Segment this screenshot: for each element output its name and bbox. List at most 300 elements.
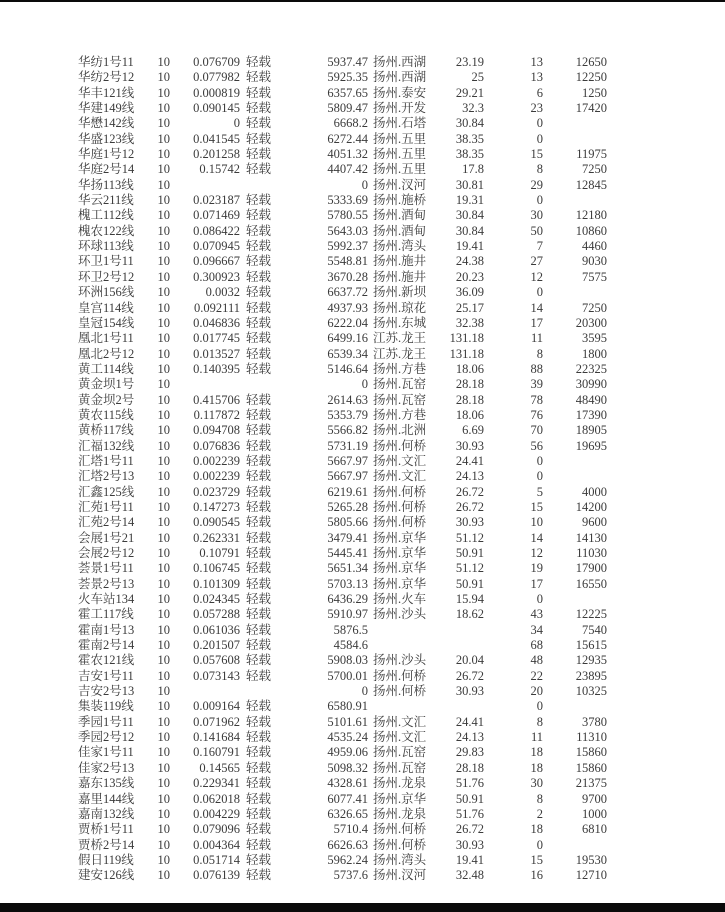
cell-name: 凰北1号11 (78, 331, 134, 346)
cell-ratio: 0.013527 (193, 346, 240, 361)
cell-value3: 14200 (575, 499, 607, 514)
cell-value1: 5445.41 (327, 546, 368, 560)
cell-value3: 21375 (575, 776, 607, 791)
cell-voltage: 10 (157, 162, 170, 177)
cell-status: 轻载 (246, 423, 272, 438)
cell-status: 轻载 (246, 55, 272, 69)
cell-status: 轻载 (246, 530, 272, 545)
cell-count: 0 (536, 193, 543, 208)
cell-name: 吉安1号11 (78, 668, 134, 683)
cell-value1: 5101.61 (327, 714, 368, 729)
cell-location: 扬州.五里 (373, 162, 427, 177)
cell-count: 10 (530, 515, 543, 530)
cell-value1: 5700.01 (327, 668, 368, 683)
cell-count: 70 (530, 423, 543, 438)
cell-count: 78 (530, 392, 543, 407)
cell-value3: 18905 (575, 423, 607, 438)
cell-voltage: 10 (157, 546, 170, 560)
cell-voltage: 10 (157, 852, 170, 867)
cell-value1: 4937.93 (327, 300, 368, 315)
cell-voltage: 10 (157, 484, 170, 499)
cell-name: 凰北2号12 (78, 346, 135, 361)
cell-value2: 19.41 (455, 239, 484, 254)
cell-value1: 5925.35 (327, 70, 368, 85)
cell-status: 轻载 (246, 331, 272, 346)
cell-name: 华懋142线 (78, 116, 135, 131)
cell-value2: 32.48 (455, 868, 484, 883)
cell-value3: 17390 (575, 407, 607, 422)
cell-status: 轻载 (246, 806, 272, 821)
page-top-border (0, 0, 725, 2)
cell-value1: 5566.82 (327, 423, 368, 438)
cell-name: 黄桥117线 (78, 423, 134, 438)
cell-location: 扬州.何桥 (373, 668, 427, 683)
table-row (78, 147, 607, 162)
cell-ratio: 0.076139 (193, 868, 240, 883)
cell-value2: 32.3 (462, 101, 484, 116)
table-row (78, 301, 607, 316)
cell-status: 轻载 (246, 162, 272, 177)
cell-count: 8 (536, 162, 543, 177)
cell-status: 轻载 (246, 745, 272, 760)
cell-location: 扬州.施井 (373, 269, 427, 284)
cell-status: 轻载 (246, 269, 272, 284)
cell-voltage: 10 (157, 193, 170, 208)
cell-voltage: 10 (157, 453, 170, 468)
cell-status: 轻载 (246, 638, 272, 653)
cell-ratio: 0.046836 (193, 315, 240, 330)
cell-value2: 32.38 (455, 315, 484, 330)
cell-voltage: 10 (157, 131, 170, 146)
cell-value3: 17900 (575, 561, 607, 576)
cell-location: 扬州.瓦窑 (373, 760, 427, 775)
cell-status: 轻载 (246, 484, 272, 499)
cell-value3: 9600 (582, 515, 607, 530)
cell-value3: 7575 (582, 269, 607, 284)
cell-voltage: 10 (157, 315, 170, 330)
cell-value3 (543, 454, 607, 469)
cell-location: 扬州.酒甸 (373, 223, 427, 238)
cell-name: 黄金坝2号 (78, 392, 135, 407)
cell-value1: 5710.4 (333, 822, 368, 837)
cell-location: 扬州.石塔 (373, 116, 427, 131)
cell-voltage: 10 (157, 868, 170, 883)
cell-name: 会展1号21 (78, 530, 135, 545)
table-row (78, 730, 607, 745)
cell-value1: 6580.91 (327, 699, 368, 714)
cell-ratio: 0.415706 (193, 392, 240, 407)
cell-name: 嘉东135线 (78, 776, 135, 791)
cell-value1: 6436.29 (327, 592, 368, 607)
cell-location: 扬州.何桥 (373, 499, 427, 514)
cell-ratio: 0.023729 (193, 484, 240, 499)
cell-location: 扬州.京华 (373, 576, 427, 591)
table-row (78, 745, 607, 760)
table-row (78, 807, 607, 822)
cell-status: 轻载 (246, 285, 272, 300)
cell-value1: 5876.5 (333, 622, 368, 637)
cell-status: 轻载 (246, 101, 272, 116)
cell-count: 5 (536, 484, 543, 499)
table-row (78, 684, 607, 699)
cell-voltage: 10 (157, 607, 170, 622)
cell-count: 0 (536, 131, 543, 146)
cell-count: 43 (530, 607, 543, 622)
cell-ratio: 0.140395 (193, 361, 240, 376)
cell-count: 48 (530, 653, 543, 668)
cell-status (240, 178, 276, 193)
cell-value2: 38.35 (455, 131, 484, 146)
cell-voltage: 10 (157, 285, 170, 300)
cell-location: 扬州.火车 (373, 592, 427, 607)
cell-location: 扬州.东城 (373, 315, 427, 330)
cell-value3 (543, 838, 607, 853)
cell-status: 轻载 (246, 147, 272, 162)
cell-value3: 19530 (575, 852, 607, 867)
cell-value1: 5098.32 (327, 760, 368, 775)
cell-location: 扬州.湾头 (373, 239, 427, 254)
cell-status: 轻载 (246, 852, 272, 867)
cell-location: 扬州.方巷 (373, 361, 427, 376)
cell-value1: 6637.72 (327, 285, 368, 300)
cell-name: 华扬113线 (78, 177, 134, 192)
cell-count: 23 (530, 101, 543, 116)
cell-name: 华纺2号12 (78, 70, 135, 85)
cell-value2: 51.12 (455, 561, 484, 576)
cell-ratio: 0.004364 (193, 837, 240, 852)
cell-value2: 20.23 (455, 269, 484, 284)
table-row (78, 331, 607, 346)
cell-value2: 17.8 (462, 162, 484, 177)
cell-name: 汇苑1号11 (78, 499, 134, 514)
cell-location (368, 623, 443, 638)
feeder-data-table (78, 55, 607, 884)
cell-count: 11 (530, 730, 543, 745)
table-row (78, 623, 607, 638)
cell-location: 扬州.龙泉 (373, 776, 427, 791)
cell-value1: 5146.64 (327, 361, 368, 376)
cell-value1: 4535.24 (327, 730, 368, 745)
cell-name: 环球113线 (78, 239, 134, 254)
cell-status: 轻载 (246, 653, 272, 668)
cell-name: 会展2号12 (78, 546, 135, 560)
cell-name: 槐农122线 (78, 223, 135, 238)
table-row (78, 715, 607, 730)
cell-location: 扬州.文汇 (373, 714, 427, 729)
cell-status: 轻载 (246, 561, 272, 576)
cell-count: 34 (530, 622, 543, 637)
cell-name: 火车站134 (78, 592, 135, 607)
cell-location: 扬州.汊河 (373, 177, 427, 192)
cell-value2: 24.41 (455, 453, 484, 468)
cell-voltage: 10 (157, 668, 170, 683)
cell-ratio: 0.117872 (193, 407, 240, 422)
cell-value1: 0 (361, 377, 368, 392)
cell-voltage: 10 (157, 469, 170, 484)
cell-voltage: 10 (157, 576, 170, 591)
cell-value1: 6499.16 (327, 331, 368, 346)
cell-value3: 1800 (582, 346, 607, 361)
cell-location: 扬州.何桥 (373, 837, 427, 852)
cell-value2: 28.18 (455, 760, 484, 775)
cell-name: 环洲156线 (78, 285, 135, 300)
cell-location: 扬州.京华 (373, 546, 427, 560)
cell-value2: 30.93 (455, 515, 484, 530)
cell-value1: 6326.65 (327, 806, 368, 821)
cell-location: 扬州.开发 (373, 101, 427, 116)
cell-count: 0 (536, 453, 543, 468)
cell-value1: 4407.42 (327, 162, 368, 177)
cell-location: 扬州.泰安 (373, 85, 427, 100)
cell-name: 吉安2号13 (78, 684, 135, 699)
cell-name: 荟景2号13 (78, 576, 135, 591)
cell-location: 扬州.何桥 (373, 438, 427, 453)
cell-value1: 3670.28 (327, 269, 368, 284)
cell-status: 轻载 (246, 223, 272, 238)
cell-status: 轻载 (246, 622, 272, 637)
cell-voltage: 10 (157, 638, 170, 653)
table-row (78, 423, 607, 438)
cell-voltage: 10 (157, 515, 170, 530)
cell-count: 8 (536, 714, 543, 729)
cell-status: 轻载 (246, 300, 272, 315)
cell-count: 7 (536, 239, 543, 254)
cell-count: 29 (530, 177, 543, 192)
cell-value1: 5667.97 (327, 469, 368, 484)
cell-status: 轻载 (246, 85, 272, 100)
cell-value2: 19.31 (455, 193, 484, 208)
cell-location: 扬州.何桥 (373, 515, 427, 530)
cell-value2: 51.76 (455, 776, 484, 791)
cell-status: 轻载 (246, 791, 272, 806)
cell-voltage: 10 (157, 269, 170, 284)
cell-value2: 26.72 (455, 484, 484, 499)
cell-name: 槐工112线 (78, 208, 134, 223)
cell-value2: 6.69 (462, 423, 484, 438)
cell-name: 华纺1号11 (78, 55, 134, 69)
cell-name: 华丰121线 (78, 85, 135, 100)
cell-name: 嘉里144线 (78, 791, 135, 806)
cell-value3: 7250 (582, 162, 607, 177)
cell-status: 轻载 (246, 576, 272, 591)
cell-voltage: 10 (157, 85, 170, 100)
cell-ratio: 0.086422 (193, 223, 240, 238)
cell-voltage: 10 (157, 530, 170, 545)
cell-value2 (443, 699, 484, 714)
cell-value1: 5937.47 (327, 55, 368, 69)
cell-value2: 50.91 (455, 576, 484, 591)
cell-value1: 5643.03 (327, 223, 368, 238)
table-row (78, 761, 607, 776)
cell-location: 扬州.何桥 (373, 822, 427, 837)
cell-voltage: 10 (157, 55, 170, 69)
cell-ratio: 0.096667 (193, 254, 240, 269)
table-row (78, 792, 607, 807)
cell-count: 27 (530, 254, 543, 269)
cell-ratio: 0.147273 (193, 499, 240, 514)
cell-voltage: 10 (157, 346, 170, 361)
cell-value3: 7540 (582, 622, 607, 637)
cell-value3: 1250 (582, 85, 607, 100)
cell-location: 扬州.何桥 (373, 484, 427, 499)
cell-value1: 5548.81 (327, 254, 368, 269)
cell-location: 扬州.沙头 (373, 607, 427, 622)
cell-location: 扬州.瓦窑 (373, 745, 427, 760)
cell-value1: 5353.79 (327, 407, 368, 422)
table-row (78, 853, 607, 868)
cell-value3: 20300 (575, 315, 607, 330)
table-row (78, 577, 607, 592)
cell-count: 15 (530, 852, 543, 867)
cell-value3: 11310 (576, 730, 607, 745)
cell-status: 轻载 (246, 837, 272, 852)
cell-value2: 24.41 (455, 714, 484, 729)
cell-value2: 24.13 (455, 469, 484, 484)
cell-name: 华庭2号14 (78, 162, 135, 177)
cell-value1: 0 (361, 177, 368, 192)
cell-status: 轻载 (246, 546, 272, 560)
cell-location: 扬州.文汇 (373, 453, 427, 468)
cell-ratio: 0.106745 (193, 561, 240, 576)
cell-name: 霍农121线 (78, 653, 135, 668)
cell-status: 轻载 (246, 116, 272, 131)
cell-ratio: 0.14565 (199, 760, 240, 775)
cell-status: 轻载 (246, 868, 272, 883)
cell-count: 14 (530, 530, 543, 545)
cell-count: 18 (530, 745, 543, 760)
cell-value2: 18.06 (455, 361, 484, 376)
cell-value3: 10325 (575, 684, 607, 699)
cell-count: 68 (530, 638, 543, 653)
cell-voltage: 10 (157, 745, 170, 760)
cell-value3: 9700 (582, 791, 607, 806)
cell-status (240, 377, 276, 392)
cell-ratio (170, 178, 240, 193)
cell-voltage: 10 (157, 561, 170, 576)
cell-count: 56 (530, 438, 543, 453)
cell-count: 12 (530, 269, 543, 284)
cell-voltage: 10 (157, 714, 170, 729)
cell-ratio: 0 (233, 116, 240, 131)
cell-count: 30 (530, 208, 543, 223)
cell-count: 13 (530, 55, 543, 69)
cell-value1: 4051.32 (327, 147, 368, 162)
table-row (78, 55, 607, 70)
cell-value3 (543, 469, 607, 484)
cell-ratio: 0.070945 (193, 239, 240, 254)
table-row (78, 500, 607, 515)
table-row (78, 270, 607, 285)
cell-location (368, 699, 443, 714)
table-row (78, 132, 607, 147)
cell-name: 霍南2号14 (78, 638, 135, 653)
cell-location: 扬州.京华 (373, 561, 427, 576)
cell-location: 扬州.酒甸 (373, 208, 427, 223)
cell-value3: 12935 (575, 653, 607, 668)
cell-value3: 15860 (575, 745, 607, 760)
cell-value2: 26.72 (455, 822, 484, 837)
cell-value1: 5737.6 (333, 868, 368, 883)
cell-status: 轻载 (246, 592, 272, 607)
cell-location: 扬州.京华 (373, 791, 427, 806)
table-row (78, 776, 607, 791)
table-row (78, 515, 607, 530)
cell-ratio: 0.094708 (193, 423, 240, 438)
cell-name: 嘉南132线 (78, 806, 135, 821)
cell-ratio: 0.041545 (193, 131, 240, 146)
cell-ratio: 0.071469 (193, 208, 240, 223)
cell-ratio: 0.15742 (199, 162, 240, 177)
cell-status: 轻载 (246, 392, 272, 407)
cell-voltage: 10 (157, 499, 170, 514)
cell-location: 扬州.施井 (373, 254, 427, 269)
cell-name: 假日119线 (78, 852, 134, 867)
table-row (78, 347, 607, 362)
cell-name: 汇鑫125线 (78, 484, 135, 499)
cell-value1: 6668.2 (333, 116, 368, 131)
cell-voltage: 10 (157, 423, 170, 438)
cell-location: 扬州.西湖 (373, 55, 427, 69)
cell-status: 轻载 (246, 315, 272, 330)
cell-value1: 5780.55 (327, 208, 368, 223)
cell-name: 贾桥2号14 (78, 837, 135, 852)
cell-ratio: 0.002239 (193, 453, 240, 468)
cell-voltage: 10 (157, 116, 170, 131)
cell-ratio: 0.160791 (193, 745, 240, 760)
cell-value2 (443, 638, 484, 653)
cell-ratio: 0.092111 (194, 300, 240, 315)
cell-status: 轻载 (246, 239, 272, 254)
cell-count: 0 (536, 116, 543, 131)
table-row (78, 162, 607, 177)
page-bottom-border (0, 903, 725, 912)
cell-voltage: 10 (157, 331, 170, 346)
table-row (78, 377, 607, 392)
cell-status: 轻载 (246, 499, 272, 514)
cell-ratio: 0.090545 (193, 515, 240, 530)
cell-location: 扬州.龙泉 (373, 806, 427, 821)
cell-location: 扬州.新坝 (373, 285, 427, 300)
cell-count: 6 (536, 85, 543, 100)
cell-location: 扬州.西湖 (373, 70, 427, 85)
cell-voltage: 10 (157, 822, 170, 837)
table-row (78, 699, 607, 714)
cell-value2: 18.62 (455, 607, 484, 622)
cell-ratio: 0.079096 (193, 822, 240, 837)
cell-status: 轻载 (246, 407, 272, 422)
cell-count: 0 (536, 592, 543, 607)
cell-value2: 28.18 (455, 377, 484, 392)
cell-count: 11 (530, 331, 543, 346)
cell-value3: 11030 (576, 546, 607, 560)
cell-value3 (543, 132, 607, 147)
cell-name: 佳家1号11 (78, 745, 134, 760)
cell-count: 18 (530, 822, 543, 837)
cell-voltage: 10 (157, 622, 170, 637)
cell-value3: 12180 (575, 208, 607, 223)
cell-location: 扬州.湾头 (373, 852, 427, 867)
cell-name: 黄农115线 (78, 407, 134, 422)
cell-value3: 1000 (582, 806, 607, 821)
cell-value1: 6219.61 (327, 484, 368, 499)
cell-location: 扬州.瓦窑 (373, 392, 427, 407)
cell-value2: 19.41 (455, 852, 484, 867)
cell-voltage: 10 (157, 791, 170, 806)
cell-ratio: 0.141684 (193, 730, 240, 745)
cell-location: 扬州.琼花 (373, 300, 427, 315)
cell-value3: 3780 (582, 714, 607, 729)
table-row (78, 408, 607, 423)
